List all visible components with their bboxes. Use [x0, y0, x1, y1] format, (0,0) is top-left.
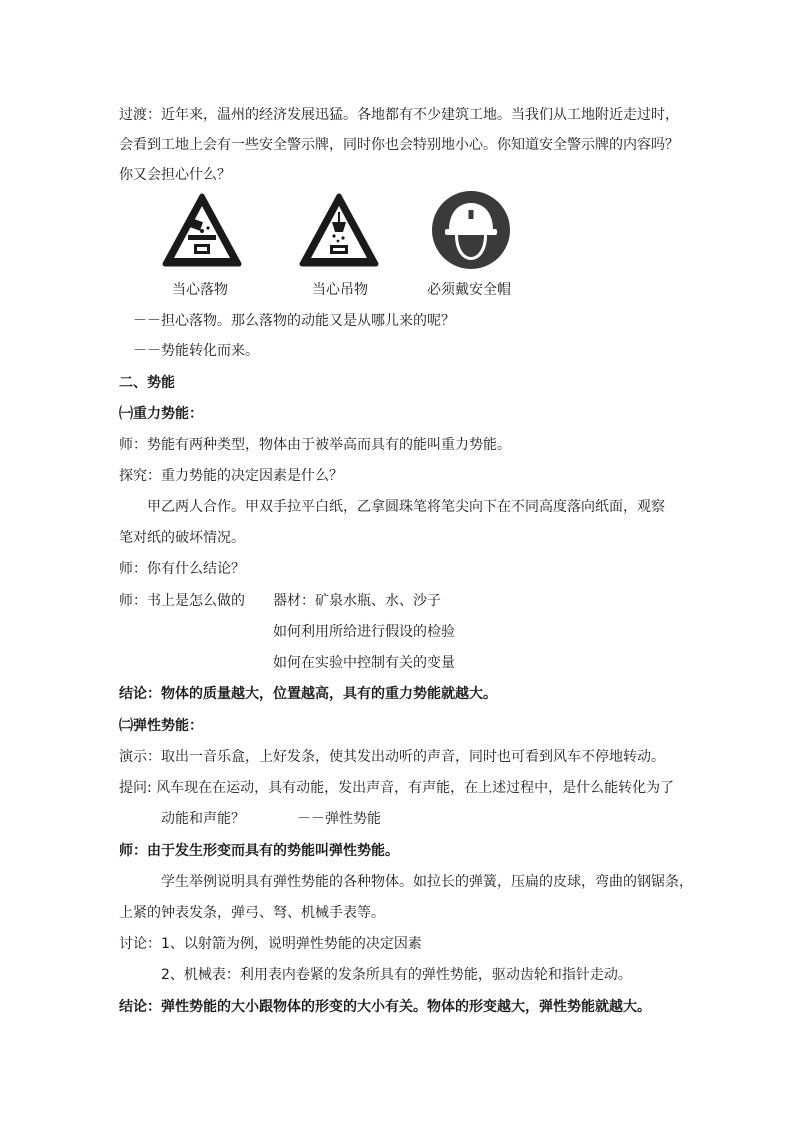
dialog-line-2: －－势能转化而来。	[133, 343, 259, 359]
conclusion-elastic: 结论：弹性势能的大小跟物体的形变的大小有关。物体的形变越大，弹性势能就越大。	[119, 999, 651, 1015]
discuss-line-1: 讨论：1、以射箭为例，说明弹性势能的决定因素	[119, 936, 422, 952]
activity-line-1: 甲乙两人合作。甲双手拉平白纸，乙拿圆珠笔将笔尖向下在不同高度落向纸面，观察	[147, 499, 665, 515]
teacher-line-4: 师：由于发生形变而具有的势能叫弹性势能。	[119, 843, 399, 859]
method-line-1: 如何利用所给进行假设的检验	[273, 624, 455, 640]
hanging-load-warning-icon	[298, 192, 380, 270]
sign-label-hanging-load: 当心吊物	[312, 282, 368, 298]
teacher-line-2: 师：你有什么结论？	[119, 561, 245, 577]
discuss-line-2: 2、机械表：利用表内卷紧的发条所具有的弹性势能，驱动齿轮和指针走动。	[161, 967, 632, 983]
teacher-line-3: 师：书上是怎么做的	[119, 593, 245, 609]
sign-label-falling-object: 当心落物	[172, 282, 228, 298]
wear-safety-helmet-icon	[431, 190, 511, 270]
question-line-2: 动能和声能？	[161, 811, 245, 827]
demo-line: 演示：取出一音乐盒，上好发条，使其发出动听的声音，同时也可看到风车不停地转动。	[119, 749, 665, 765]
subsection-gravity: ㈠重力势能：	[119, 406, 203, 422]
answer-line: －－弹性势能	[297, 811, 381, 827]
intro-line-2: 会看到工地上会有一些安全警示牌，同时你也会特别地小心。你知道安全警示牌的内容吗？	[119, 137, 679, 153]
explore-line: 探究：重力势能的决定因素是什么？	[119, 468, 343, 484]
examples-line-1: 学生举例说明具有弹性势能的各种物体。如拉长的弹簧，压扁的皮球，弯曲的钢锯条，	[161, 874, 693, 890]
sign-label-wear-helmet: 必须戴安全帽	[427, 282, 511, 298]
section-heading: 二、势能	[119, 375, 175, 391]
intro-line-3: 你又会担心什么？	[119, 167, 231, 183]
examples-line-2: 上紧的钟表发条，弹弓、弩、机械手表等。	[119, 905, 385, 921]
subsection-elastic: ㈡弹性势能：	[119, 718, 203, 734]
activity-line-2: 笔对纸的破坏情况。	[119, 530, 245, 546]
question-line-1: 提问: 风车现在在运动，具有动能，发出声音，有声能，在上述过程中，是什么能转化为了	[119, 780, 675, 796]
method-line-2: 如何在实验中控制有关的变量	[273, 655, 455, 671]
conclusion-gravity: 结论：物体的质量越大，位置越高，具有的重力势能就越大。	[119, 686, 497, 702]
falling-object-warning-icon	[161, 192, 243, 270]
teacher-line-1: 师：势能有两种类型，物体由于被举高而具有的能叫重力势能。	[119, 437, 511, 453]
intro-line-1: 过渡：近年来，温州的经济发展迅猛。各地都有不少建筑工地。当我们从工地附近走过时，	[119, 107, 679, 123]
materials-line: 器材：矿泉水瓶、水、沙子	[273, 593, 441, 609]
dialog-line-1: －－担心落物。那么落物的动能又是从哪儿来的呢？	[133, 313, 455, 329]
safety-signs-row	[0, 192, 794, 312]
